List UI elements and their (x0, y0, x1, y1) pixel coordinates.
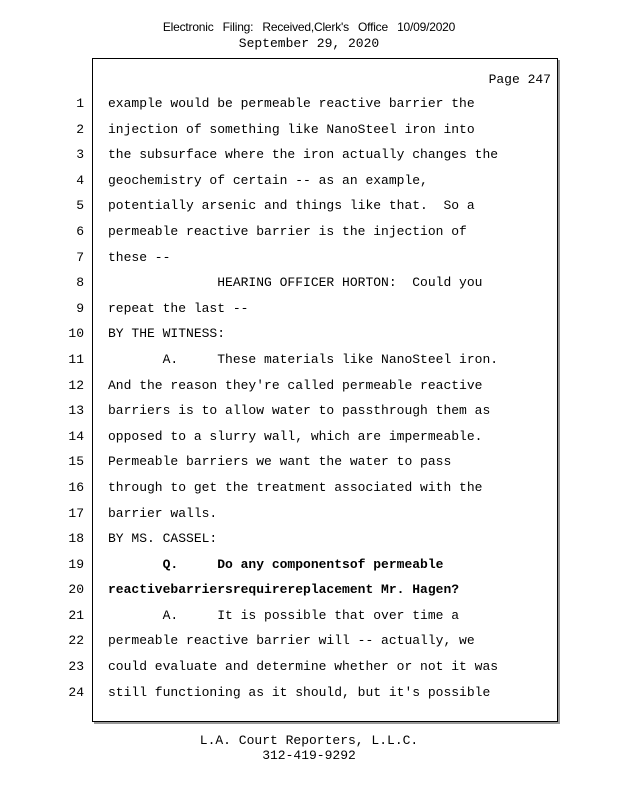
line-number-column (40, 91, 84, 705)
line-number: 12 (68, 377, 84, 393)
transcript-line: could evaluate and determine whether or not it was (108, 659, 499, 675)
transcript-line: through to get the treatment associated with the (108, 479, 483, 495)
line-number: 2 (76, 121, 84, 137)
transcript-line: And the reason they're called permeable reactive (108, 377, 483, 393)
line-number: 23 (68, 659, 84, 675)
line-number: 5 (76, 198, 84, 214)
line-number: 21 (68, 607, 84, 623)
transcript-line: injection of something like NanoSteel iron into (108, 121, 475, 137)
header-date: September 29, 2020 (238, 36, 380, 51)
line-number: 16 (68, 479, 84, 495)
transcript-text (108, 91, 548, 705)
line-number: 20 (68, 582, 84, 598)
transcript-line: barrier walls. (108, 505, 218, 521)
line-number: 3 (76, 147, 84, 163)
transcript-line: BY THE WITNESS: (108, 326, 226, 342)
line-number: 14 (68, 428, 84, 444)
reporter-phone: 312-419-9292 (262, 748, 356, 763)
transcript-line: geochemistry of certain -- as an example, (108, 172, 428, 188)
transcript-line: potentially arsenic and things like that. So a (108, 198, 475, 214)
reporter-footer (0, 733, 618, 763)
transcript-line: still functioning as it should, but it's possible (108, 684, 491, 700)
transcript-line: the subsurface where the iron actually changes the (108, 147, 499, 163)
transcript-line: A. These materials like NanoSteel iron. (108, 351, 499, 367)
line-number: 18 (68, 531, 84, 547)
line-number: 10 (68, 326, 84, 342)
line-number: 17 (68, 505, 84, 521)
line-number: 11 (68, 351, 84, 367)
transcript-line: BY MS. CASSEL: (108, 531, 218, 547)
line-number: 1 (76, 96, 84, 111)
transcript-line: A. It is possible that over time a (108, 607, 460, 623)
transcript-line: opposed to a slurry wall, which are impermeable. (108, 428, 483, 444)
line-number: 8 (76, 275, 84, 291)
line-number: 9 (76, 300, 84, 316)
transcript-line: barriers is to allow water to passthrough them as (108, 403, 491, 419)
transcript-line: these -- (108, 249, 171, 265)
transcript-line: repeat the last -- (108, 300, 249, 316)
transcript-line: permeable reactive barrier will -- actually, we (108, 633, 475, 649)
line-number: 19 (68, 556, 84, 572)
transcript-line-question: reactivebarriersrequirereplacement Mr. Hagen? (108, 582, 460, 598)
transcript-line: permeable reactive barrier is the injection of (108, 223, 467, 239)
line-number: 15 (68, 454, 84, 470)
page-number: Page 247 (488, 72, 551, 87)
transcript-line: Permeable barriers we want the water to pass (108, 454, 452, 470)
line-number: 22 (68, 633, 84, 649)
transcript-line: HEARING OFFICER HORTON: Could you (108, 275, 483, 291)
line-number: 24 (68, 684, 84, 700)
line-number: 13 (68, 403, 84, 419)
transcript-line: example would be permeable reactive barrier the (108, 96, 475, 111)
line-number: 6 (76, 223, 84, 239)
line-number: 7 (76, 249, 84, 265)
reporter-company: L.A. Court Reporters, L.L.C. (199, 733, 419, 748)
transcript-line-question: Q. Do any componentsof permeable (108, 556, 444, 572)
line-number: 4 (76, 172, 84, 188)
electronic-filing-stamp: Electronic Filing: Received,Clerk's Office 10/09/2020 (162, 20, 456, 34)
